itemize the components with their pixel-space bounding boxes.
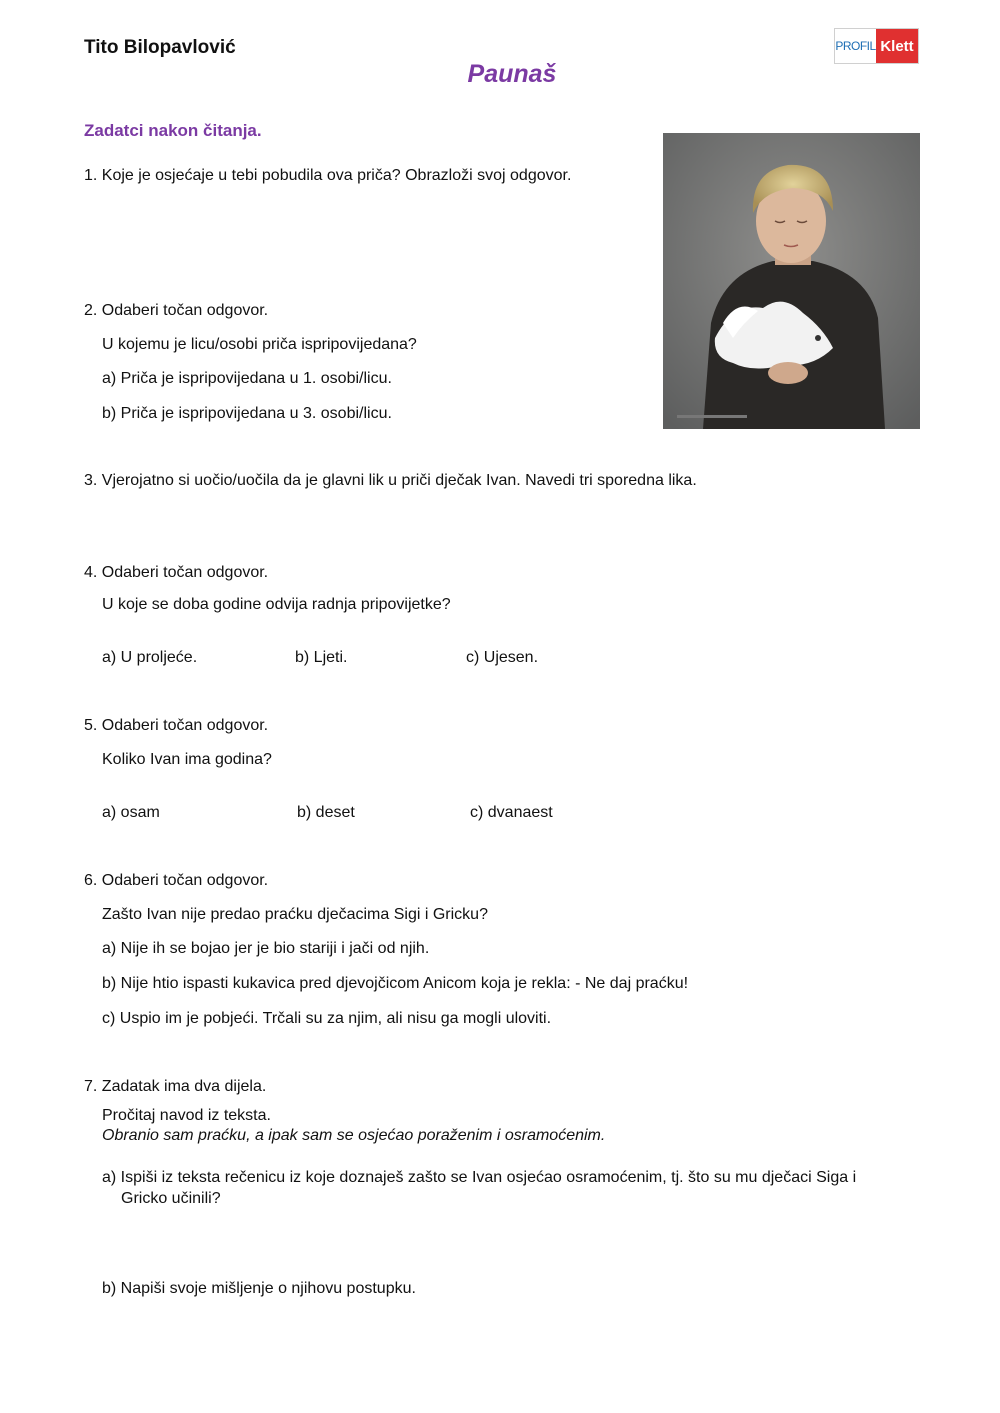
question-2: 2. Odaberi točan odgovor. — [84, 302, 269, 319]
question-4-option-a[interactable]: a) U proljeće. — [102, 649, 198, 666]
question-6-prompt: Zašto Ivan nije predao praćku dječacima Sigi i Gricku? — [102, 906, 488, 923]
page-title: Paunaš — [467, 60, 557, 88]
question-7-part-a-continued: Gricko učinili? — [121, 1190, 221, 1207]
logo-right-text: Klett — [876, 29, 918, 63]
illustration-boy-with-dove — [663, 133, 920, 429]
question-6: 6. Odaberi točan odgovor. — [84, 872, 269, 889]
question-7-instruction: Pročitaj navod iz teksta. — [102, 1107, 271, 1124]
logo-left-text: PROFIL — [835, 29, 876, 63]
question-6-option-c[interactable]: c) Uspio im je pobjeći. Trčali su za njim, ali nisu ga mogli uloviti. — [102, 1010, 552, 1027]
section-title: Zadatci nakon čitanja. — [84, 121, 262, 140]
publisher-logo — [834, 28, 919, 64]
question-2-option-a[interactable]: a) Priča je ispripovijedana u 1. osobi/licu. — [102, 370, 392, 387]
question-1: 1. Koje je osjećaje u tebi pobudila ova priča? Obrazloži svoj odgovor. — [84, 167, 572, 184]
question-4-prompt: U koje se doba godine odvija radnja pripovijetke? — [102, 596, 451, 613]
author-name: Tito Bilopavlović — [84, 37, 236, 58]
question-7: 7. Zadatak ima dva dijela. — [84, 1078, 267, 1095]
question-7-part-a: a) Ispiši iz teksta rečenicu iz koje doznaješ zašto se Ivan osjećao osramoćenim, tj. što su mu dječaci Siga i — [102, 1169, 857, 1186]
question-5-option-c[interactable]: c) dvanaest — [470, 804, 553, 821]
question-6-option-a[interactable]: a) Nije ih se bojao jer je bio stariji i jači od njih. — [102, 940, 430, 957]
question-7-part-b: b) Napiši svoje mišljenje o njihovu postupku. — [102, 1280, 416, 1297]
question-5-option-b[interactable]: b) deset — [297, 804, 355, 821]
question-5: 5. Odaberi točan odgovor. — [84, 717, 269, 734]
question-2-option-b[interactable]: b) Priča je ispripovijedana u 3. osobi/licu. — [102, 405, 392, 422]
question-3: 3. Vjerojatno si uočio/uočila da je glavni lik u priči dječak Ivan. Navedi tri sporedna lika. — [84, 472, 697, 489]
question-2-prompt: U kojemu je licu/osobi priča ispripovijedana? — [102, 336, 417, 353]
question-5-option-a[interactable]: a) osam — [102, 804, 160, 821]
question-4-option-b[interactable]: b) Ljeti. — [295, 649, 348, 666]
question-7-quote: Obranio sam praćku, a ipak sam se osjećao poraženim i osramoćenim. — [102, 1127, 606, 1144]
question-4-option-c[interactable]: c) Ujesen. — [466, 649, 539, 666]
question-5-prompt: Koliko Ivan ima godina? — [102, 751, 272, 768]
question-6-option-b[interactable]: b) Nije htio ispasti kukavica pred djevojčicom Anicom koja je rekla: - Ne daj praćku! — [102, 975, 689, 992]
question-4: 4. Odaberi točan odgovor. — [84, 564, 269, 581]
